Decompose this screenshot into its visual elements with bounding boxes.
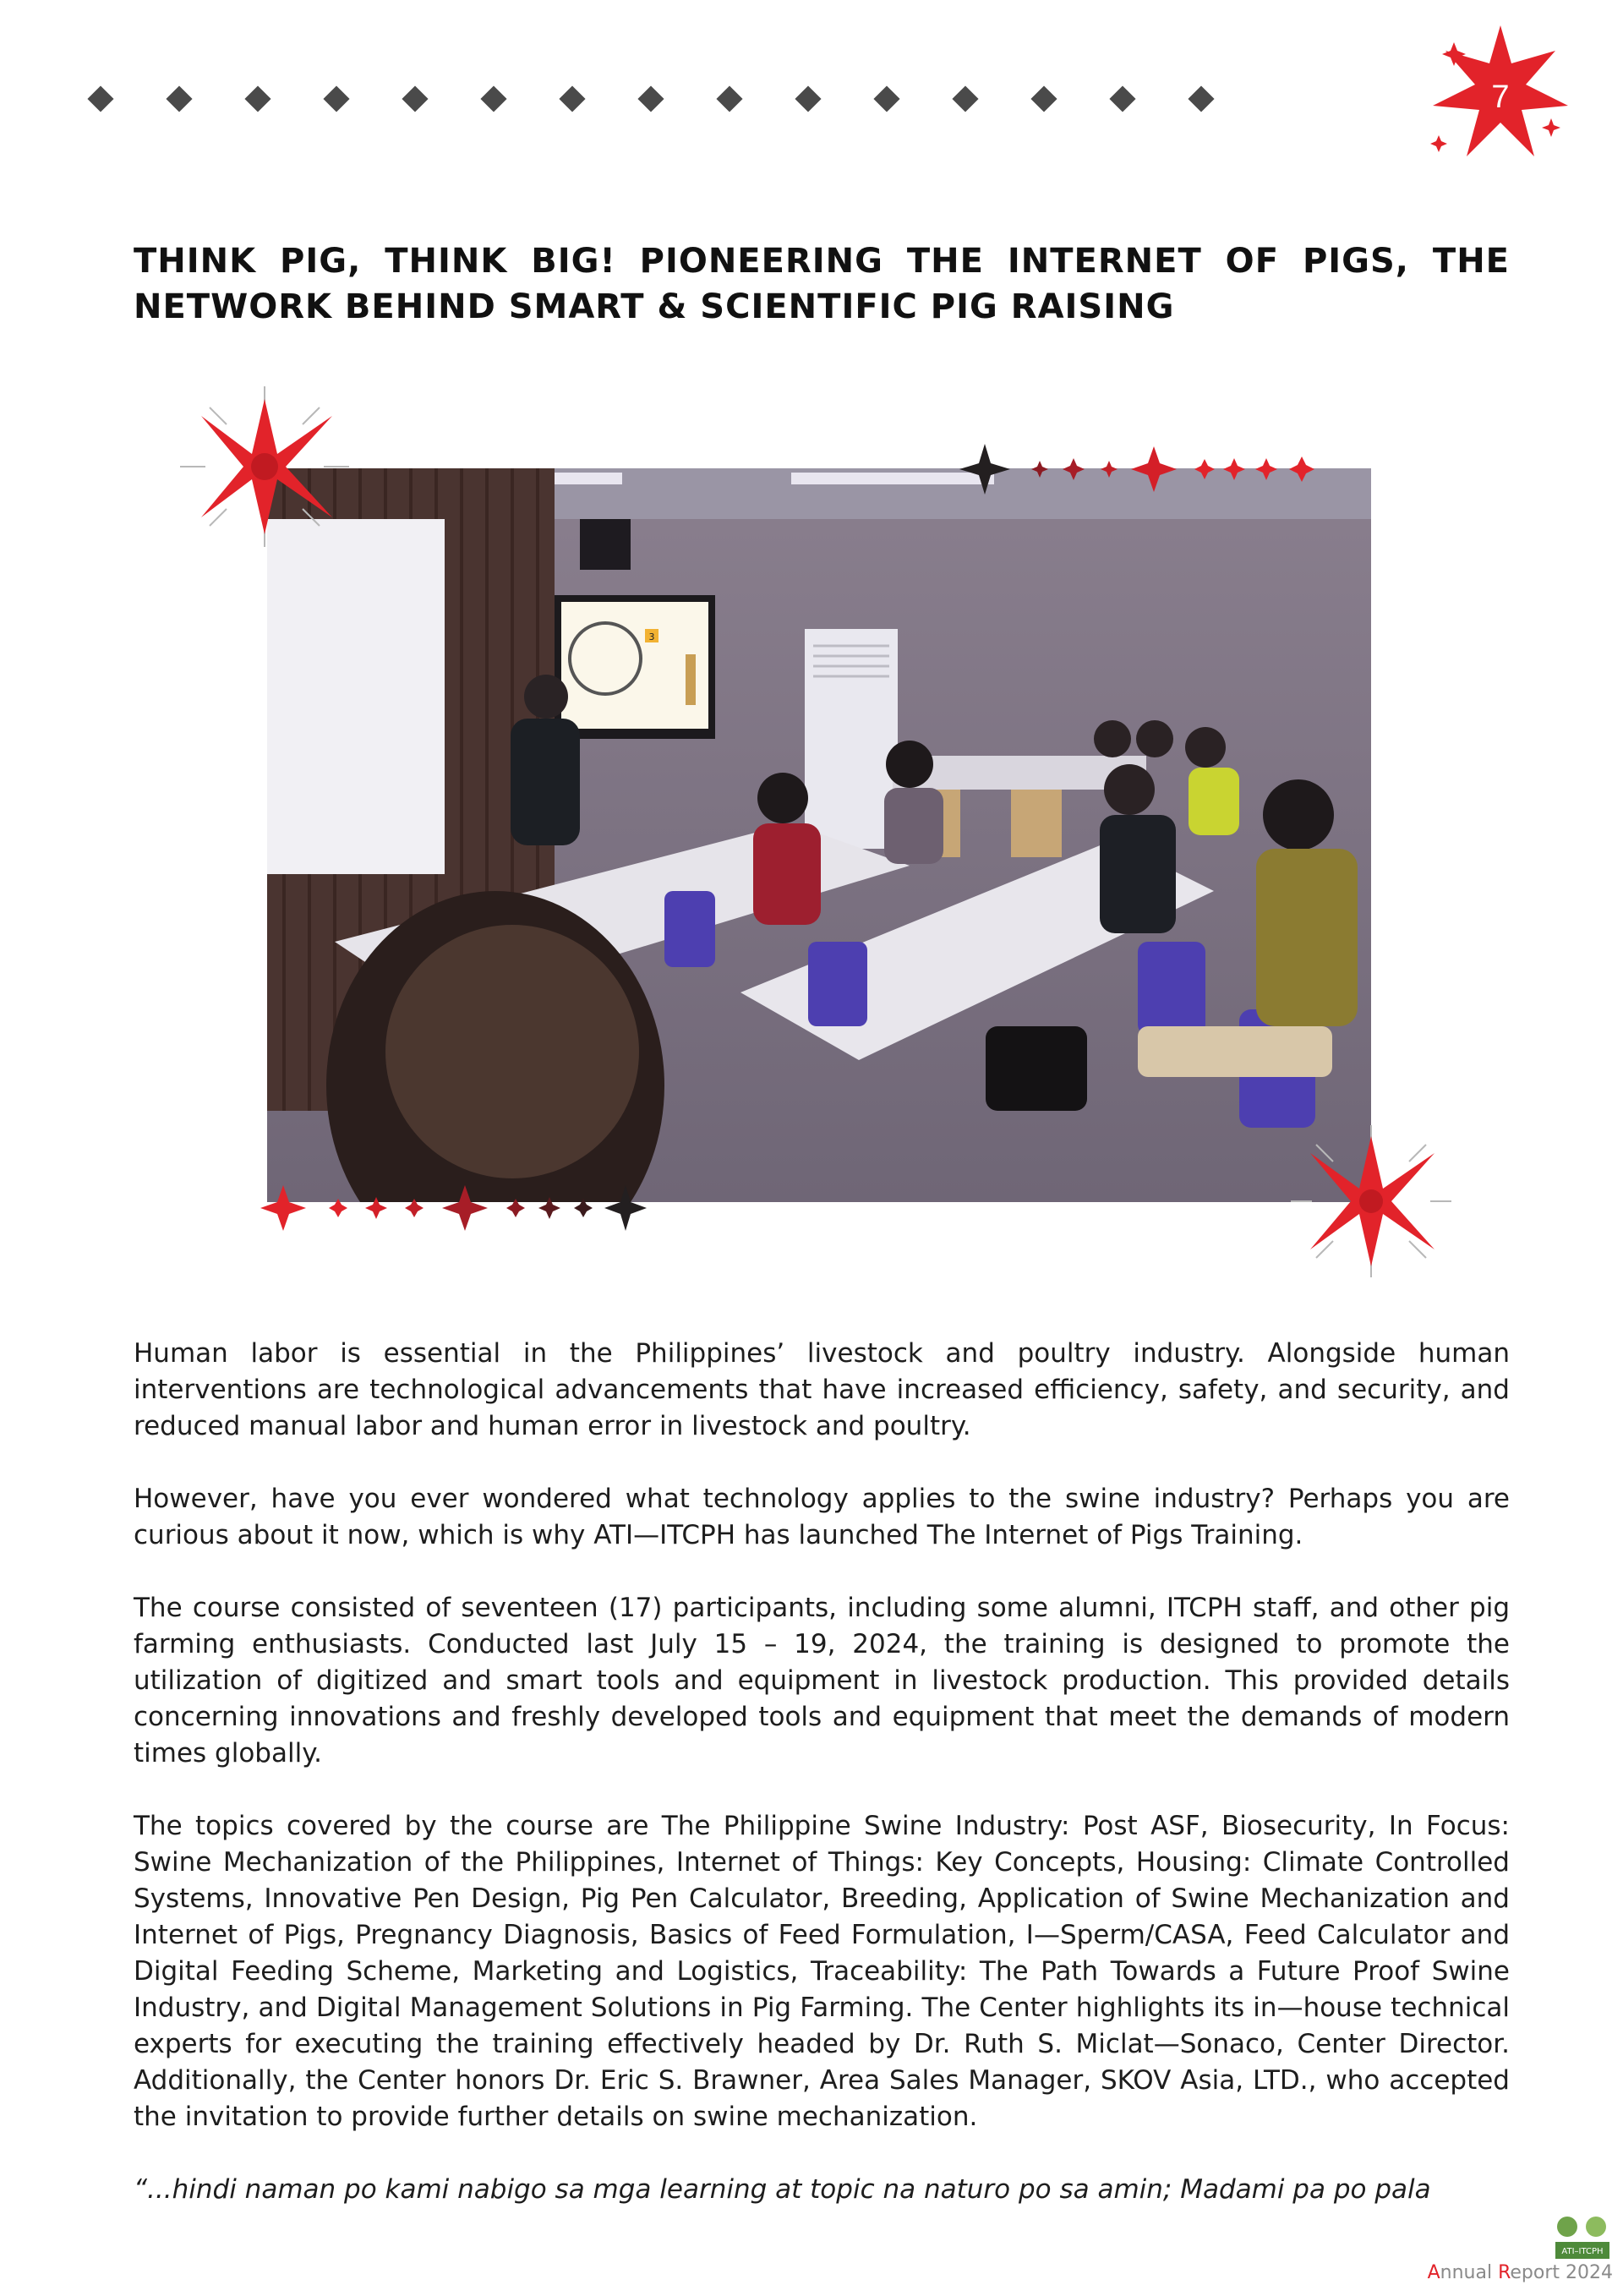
article-body — [134, 1336, 1510, 2208]
classroom-scene — [267, 468, 1371, 1202]
paragraph: However, have you ever wondered what technology applies to the swine industry? Perhaps you are curious about it now, which is why ATI—ITCPH has launched The Internet of Pigs Training. — [134, 1484, 1510, 1550]
diamond-icon — [795, 85, 821, 112]
star-string-icon — [254, 1178, 651, 1238]
star-string-icon — [955, 440, 1344, 499]
article-title: THINK PIG, THINK BIG! PIONEERING THE INTERNET OF PIGS, THE NETWORK BEHIND SMART & SCIENTIFIC PIG RAISING — [134, 242, 1510, 326]
paragraph: Human labor is essential in the Philippines’ livestock and poultry industry. Alongside human interventions are technological advancements that have increased efficiency, safety, and security, and reduced manual labor and human error in livestock and poultry. — [134, 1338, 1510, 1441]
diamond-row — [85, 83, 1302, 117]
diamond-icon — [402, 85, 428, 112]
diamond-icon — [244, 85, 270, 112]
starburst-icon — [176, 382, 353, 551]
diamond-icon — [1188, 85, 1214, 112]
paragraph: The topics covered by the course are The Philippine Swine Industry: Post ASF, Biosecurity, In Focus: Swine Mechanization of the Philippines, Internet of Things: Key Concepts, Housing: Climate Controlled Systems, Innovative Pen Design, Pig Pen Calculator, Breeding, Application of Swine Mechanization and Internet of Pigs, Pregnancy Diagnosis, Basics of Feed Formulation, I—Sperm/CASA, Feed Calculator and Digital Feeding Scheme, Marketing and Logistics, Traceability: The Path Towards a Future Proof Swine Industry, and Digital Management Solutions in Pig Farming. The Center highlights its in—house technical experts for executing the training effectively headed by Dr. Ruth S. Miclat—Sonaco, Center Director. Additionally, the Center honors Dr. Eric S. Brawner, Area Sales Manager, SKOV Asia, LTD., who accepted the invitation to provide further details on swine mechanization. — [134, 1811, 1510, 2132]
diamond-icon — [323, 85, 349, 112]
screen-slide-number: 3 — [648, 631, 655, 642]
svg-text:ATI–ITCPH: ATI–ITCPH — [1561, 2247, 1604, 2256]
diamond-icon — [1109, 85, 1135, 112]
starburst-icon — [1287, 1121, 1456, 1282]
diamond-icon — [873, 85, 899, 112]
page-number: 7 — [1491, 79, 1510, 115]
paragraph: The course consisted of seventeen (17) participants, including some alumni, ITCPH staff, and other pig farming enthusiasts. Conducted last July 15 – 19, 2024, the training is designed to promote the utilization of digitized and smart tools and equipment in livestock production. This provided details concerning innovations and freshly developed tools and equipment that meet the demands of modern times globally. — [134, 1593, 1510, 1768]
training-photo — [267, 468, 1371, 1202]
diamond-icon — [87, 85, 113, 112]
diamond-icon — [952, 85, 978, 112]
quote-paragraph: “...hindi naman po kami nabigo sa mga learning at topic na naturo po sa amin; Madami pa po pala — [134, 2174, 1431, 2205]
diamond-icon — [716, 85, 742, 112]
footer-annual-report: Annual Report 2024 — [1427, 2262, 1613, 2283]
diamond-icon — [559, 85, 585, 112]
ati-itcph-logo-icon — [1549, 2213, 1616, 2264]
diamond-icon — [480, 85, 506, 112]
diamond-icon — [1030, 85, 1057, 112]
diamond-icon — [637, 85, 664, 112]
diamond-icon — [166, 85, 192, 112]
